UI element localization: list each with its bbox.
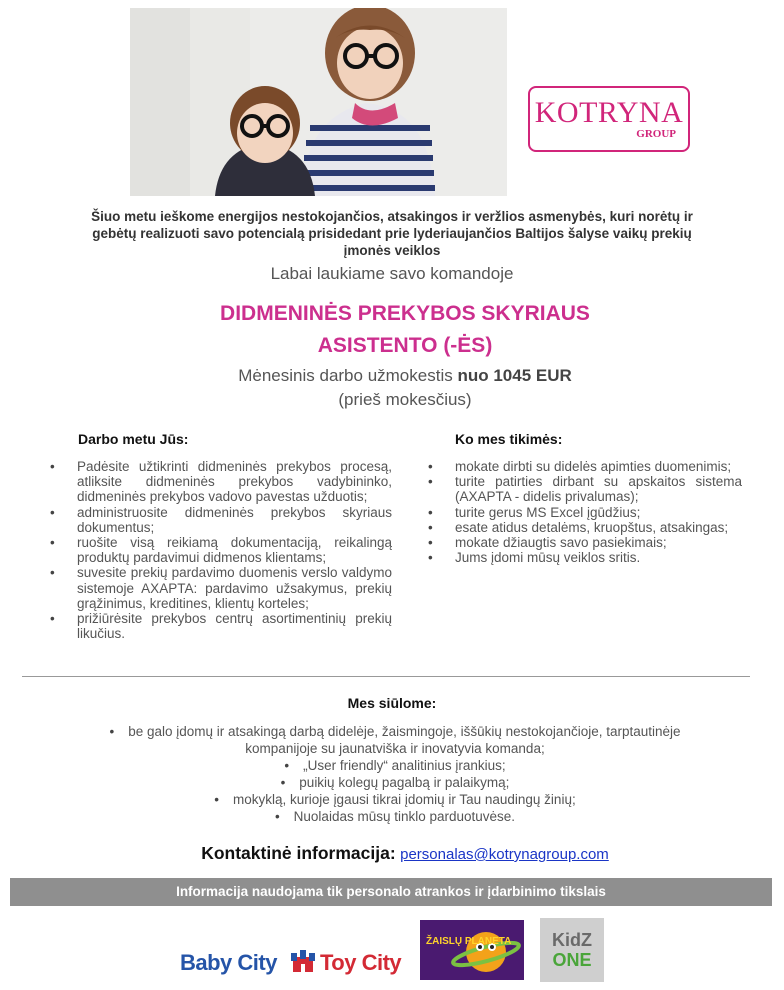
offer-heading: Mes siūlome: [347,695,437,711]
kidzone-text-2: ONE [552,950,592,970]
contact-line [0,843,784,864]
list-item: • turite patirties dirbant su apskaitos sistema (AXAPTA - didelis privalumas); [428,474,742,504]
salary-line [0,366,784,386]
welcome-text: Labai laukiame savo komandoje [270,264,514,283]
list-item: • ruošite visą reikiamą dokumentaciją, reikalingą produktų pardavimui didmenos klientams; [50,535,392,565]
contact-label: Kontaktinė informacija: [201,843,396,863]
expectations-list [428,459,742,565]
list-item: • administruosite didmeninės prekybos skyriaus dokumentus; [50,505,392,535]
kidzone-text-1: KidZ [552,930,592,950]
castle-icon [290,947,316,978]
kidzone-logo [540,918,604,982]
duties-heading: Darbo metu Jūs: [78,431,189,447]
zaislu-planeta-logo [420,920,524,980]
kotryna-group-logo [528,86,690,152]
position-title-line1: DIDMENINĖS PREKYBOS SKYRIAUS [220,302,590,325]
privacy-banner: Informacija naudojama tik personalo atrankos ir įdarbinimo tikslais [10,878,772,906]
logo-group: GROUP [636,128,676,140]
salary-note: (prieš mokesčius) [338,390,472,409]
planet-icon [420,920,524,980]
position-title-line2: ASISTENTO (-ĖS) [317,334,493,357]
list-item: • turite gerus MS Excel įgūdžius; [428,505,742,520]
list-item: • „User friendly“ analitinius įrankius; [284,758,506,773]
contact-email-link[interactable]: personalas@kotrynagroup.com [400,846,609,863]
list-item: • mokyklą, kurioje įgausi tikrai įdomių ir Tau naudingų žinių; [214,792,576,807]
expectations-heading: Ko mes tikimės: [455,431,563,447]
list-item: • Nuolaidas mūsų tinklo parduotuvėse. [274,809,516,824]
duties-list [50,459,392,641]
list-item: • mokate džiaugtis savo pasiekimais; [428,535,742,550]
list-item: • Jums įdomi mūsų veiklos sritis. [428,550,742,565]
section-divider [22,676,750,677]
list-item: • prižiūrėsite prekybos centrų asortimentinių prekių likučius. [50,611,392,641]
planeta-text: ŽAISLŲ PLANETA [426,936,512,947]
toycity-logo: Toy City [320,950,402,975]
list-item: • mokate dirbti su didelės apimties duomenimis; [428,459,742,474]
salary-prefix: Mėnesinis darbo užmokestis [238,366,453,385]
list-item: • puikių kolegų pagalbą ir palaikymą; [280,775,510,790]
children-photo-illustration [130,8,507,196]
hero-photo [130,8,507,196]
list-item: • esate atidus detalėms, kruopštus, atsakingas; [428,520,742,535]
list-item: • be galo įdomų ir atsakingą darbą didelėje, žaismingoje, iššūkių nestokojančioje, tarptautinėje kompanijoje su jaunatviška ir inovatyvia komanda; [109,724,681,756]
list-item: • suvesite prekių pardavimo duomenis verslo valdymo sistemoje AXAPTA: pardavimo užsakymus, prekių grąžinimus, kreditines, klientų korteles; [50,565,392,611]
babycity-logo: Baby City [180,950,277,975]
salary-amount: nuo 1045 EUR [457,366,572,385]
logo-name: KOTRYNA [534,96,684,129]
offer-list [80,723,710,825]
list-item: • Padėsite užtikrinti didmeninės prekybos procesą, atliksite didmeninės prekybos vadybininko, didmeninės prekybos vadovo pavestas užduotis; [50,459,392,505]
intro-text: Šiuo metu ieškome energijos nestokojančios, atsakingos ir veržlios asmenybės, kuri norėtų ir gebėtų realizuoti savo potencialą prisidedant prie lyderiaujančios Baltijos šalyse vaikų prekių įmonės veiklos [91,209,693,258]
